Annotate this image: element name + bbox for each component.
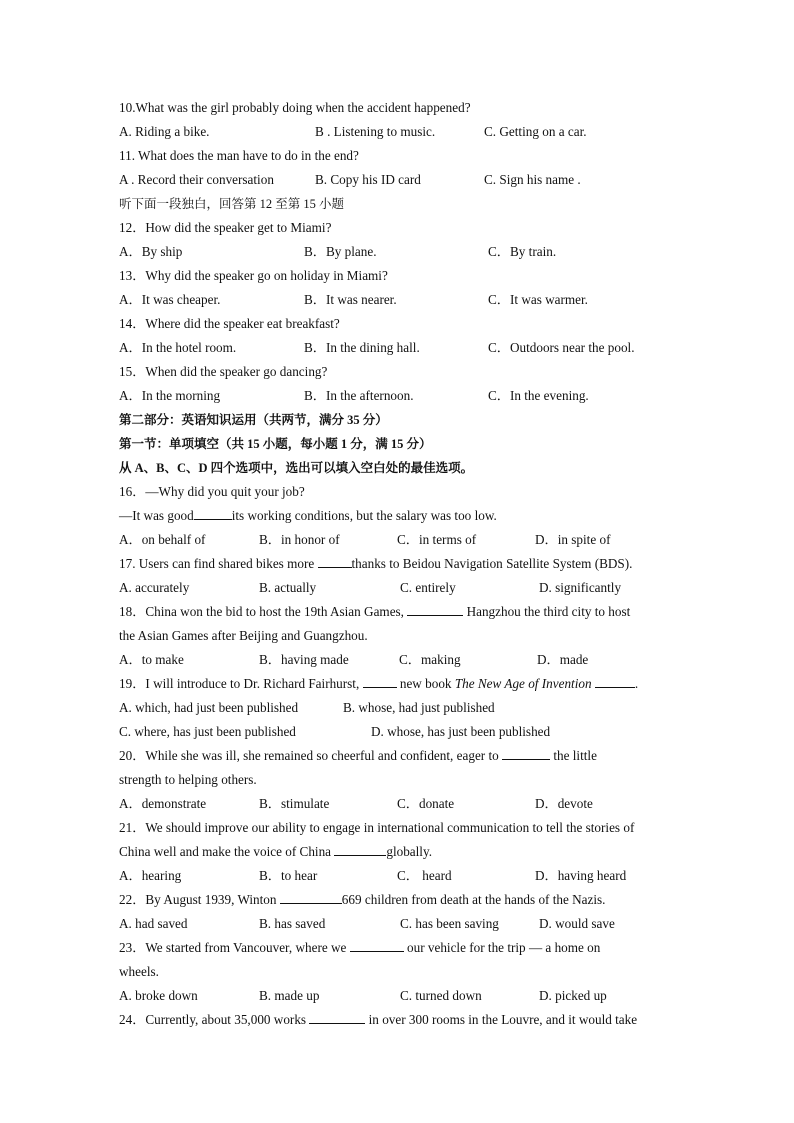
question-text: Hangzhou the third city to host [463, 604, 631, 619]
answer-options [119, 288, 674, 312]
book-title: The New Age of Invention [454, 676, 592, 691]
answer-option: D．in spite of [535, 532, 611, 547]
exam-page [119, 96, 674, 1032]
question-line: 16．—Why did you quit your job? [119, 484, 305, 499]
question-text: 22．By August 1939, Winton [119, 892, 280, 907]
answer-options [119, 168, 674, 192]
answer-option: B. Copy his ID card [315, 172, 421, 187]
answer-options [119, 336, 674, 360]
question-text: the little [550, 748, 597, 763]
question-line: 21．We should improve our ability to engage in international communication to tell the stories of [119, 820, 635, 835]
answer-option: B. whose, had just published [343, 700, 495, 715]
answer-option: B. made up [259, 988, 320, 1003]
question-line [119, 552, 674, 576]
answer-blank [502, 747, 550, 760]
answer-options [119, 648, 674, 672]
answer-option: A . Record their conversation [119, 172, 274, 187]
answer-option: B．having made [259, 652, 349, 667]
answer-option: B．By plane. [304, 244, 377, 259]
question-text: China well and make the voice of China [119, 844, 335, 859]
answer-options [119, 696, 674, 720]
answer-option: C．donate [397, 796, 455, 811]
answer-option: C. Sign his name . [484, 172, 581, 187]
answer-option: B. has saved [259, 916, 326, 931]
section-heading: 第二部分：英语知识运用（共两节，满分 35 分） [119, 413, 388, 427]
question-line [119, 672, 674, 696]
answer-option: C. turned down [400, 988, 482, 1003]
question-line [119, 936, 674, 960]
answer-options [119, 864, 674, 888]
question-line: 11. What does the man have to do in the end? [119, 148, 359, 163]
answer-blank [309, 1011, 365, 1024]
question-text: 20．While she was ill, she remained so cheerful and confident, eager to [119, 748, 503, 763]
question-line [119, 888, 674, 912]
question-text: 19．I will introduce to Dr. Richard Fairhurst, [119, 676, 363, 691]
answer-blank [280, 891, 342, 904]
question-line: strength to helping others. [119, 772, 257, 787]
answer-option: C. Getting on a car. [484, 124, 587, 139]
answer-blank [194, 507, 232, 520]
answer-option: A. which, had just been published [119, 700, 299, 715]
answer-option: D. would save [539, 916, 615, 931]
question-text: thanks to Beidou Navigation Satellite System (BDS). [351, 556, 633, 571]
answer-option: C. has been saving [400, 916, 499, 931]
question-line [119, 600, 674, 624]
answer-option: D. picked up [539, 988, 607, 1003]
answer-option: A. had saved [119, 916, 188, 931]
answer-option: A．on behalf of [119, 532, 206, 547]
question-line [119, 504, 674, 528]
question-text: 669 children from death at the hands of the Nazis. [341, 892, 606, 907]
answer-blank [595, 675, 635, 688]
question-text: 23．We started from Vancouver, where we [119, 940, 350, 955]
question-line: 10.What was the girl probably doing when the accident happened? [119, 100, 471, 115]
question-text: new book [396, 676, 455, 691]
answer-option: A．It was cheaper. [119, 292, 221, 307]
answer-option: B. actually [259, 580, 317, 595]
section-heading: 第一节：单项填空（共 15 小题，每小题 1 分，满 15 分） [119, 437, 432, 451]
answer-option: B．to hear [259, 868, 318, 883]
question-line: 13．Why did the speaker go on holiday in Miami? [119, 268, 388, 283]
section-instruction: 听下面一段独白，回答第 12 至第 15 小题 [119, 197, 345, 211]
question-line: the Asian Games after Beijing and Guangzhou. [119, 628, 368, 643]
question-line: 15．When did the speaker go dancing? [119, 364, 328, 379]
answer-option: C．It was warmer. [488, 292, 588, 307]
question-text: its working conditions, but the salary was too low. [231, 508, 497, 523]
answer-option: C. where, has just been published [119, 724, 296, 739]
answer-option: B．In the afternoon. [304, 388, 414, 403]
question-line [119, 744, 674, 768]
answer-options [119, 384, 674, 408]
answer-blank [407, 603, 463, 616]
answer-option: C. entirely [400, 580, 456, 595]
answer-blank [350, 939, 404, 952]
answer-blank [318, 555, 352, 568]
answer-option: D．having heard [535, 868, 627, 883]
answer-option: B．in honor of [259, 532, 340, 547]
question-text: 17. Users can find shared bikes more [119, 556, 318, 571]
answer-options [119, 912, 674, 936]
question-text: 18．China won the bid to host the 19th Asian Games, [119, 604, 408, 619]
answer-option: A．hearing [119, 868, 182, 883]
answer-option: B．stimulate [259, 796, 330, 811]
answer-option: A．By ship [119, 244, 183, 259]
answer-option: D．made [537, 652, 589, 667]
answer-option: A．demonstrate [119, 796, 207, 811]
answer-options [119, 720, 674, 744]
question-line [119, 1008, 674, 1032]
question-text: globally. [386, 844, 433, 859]
answer-option: D. whose, has just been published [371, 724, 551, 739]
question-line: 14．Where did the speaker eat breakfast? [119, 316, 340, 331]
answer-option: B．It was nearer. [304, 292, 397, 307]
answer-option: A. accurately [119, 580, 190, 595]
answer-option: C． heard [397, 868, 452, 883]
question-text: our vehicle for the trip — a home on [403, 940, 601, 955]
answer-option: A. broke down [119, 988, 198, 1003]
answer-option: C．In the evening. [488, 388, 589, 403]
answer-option: C．By train. [488, 244, 557, 259]
answer-options [119, 120, 674, 144]
answer-option: A．In the hotel room. [119, 340, 237, 355]
section-heading: 从 A、B、C、D 四个选项中，选出可以填入空白处的最佳选项。 [119, 461, 474, 475]
answer-option: A. Riding a bike. [119, 124, 210, 139]
answer-option: C．making [399, 652, 461, 667]
question-text: 24．Currently, about 35,000 works [119, 1012, 310, 1027]
answer-option: B . Listening to music. [315, 124, 436, 139]
answer-blank [363, 675, 397, 688]
answer-option: C．in terms of [397, 532, 477, 547]
answer-option: D．devote [535, 796, 593, 811]
answer-option: B．In the dining hall. [304, 340, 420, 355]
answer-options [119, 528, 674, 552]
answer-options [119, 576, 674, 600]
question-text: . [634, 676, 639, 691]
question-line [119, 840, 674, 864]
answer-option: A．In the morning [119, 388, 221, 403]
question-line: 12．How did the speaker get to Miami? [119, 220, 332, 235]
answer-options [119, 240, 674, 264]
question-text: —It was good [119, 508, 194, 523]
question-text: in over 300 rooms in the Louvre, and it would take [365, 1012, 638, 1027]
question-line: wheels. [119, 964, 159, 979]
answer-options [119, 984, 674, 1008]
answer-option: C．Outdoors near the pool. [488, 340, 635, 355]
answer-option: D. significantly [539, 580, 622, 595]
answer-option: A．to make [119, 652, 184, 667]
answer-options [119, 792, 674, 816]
answer-blank [334, 843, 386, 856]
